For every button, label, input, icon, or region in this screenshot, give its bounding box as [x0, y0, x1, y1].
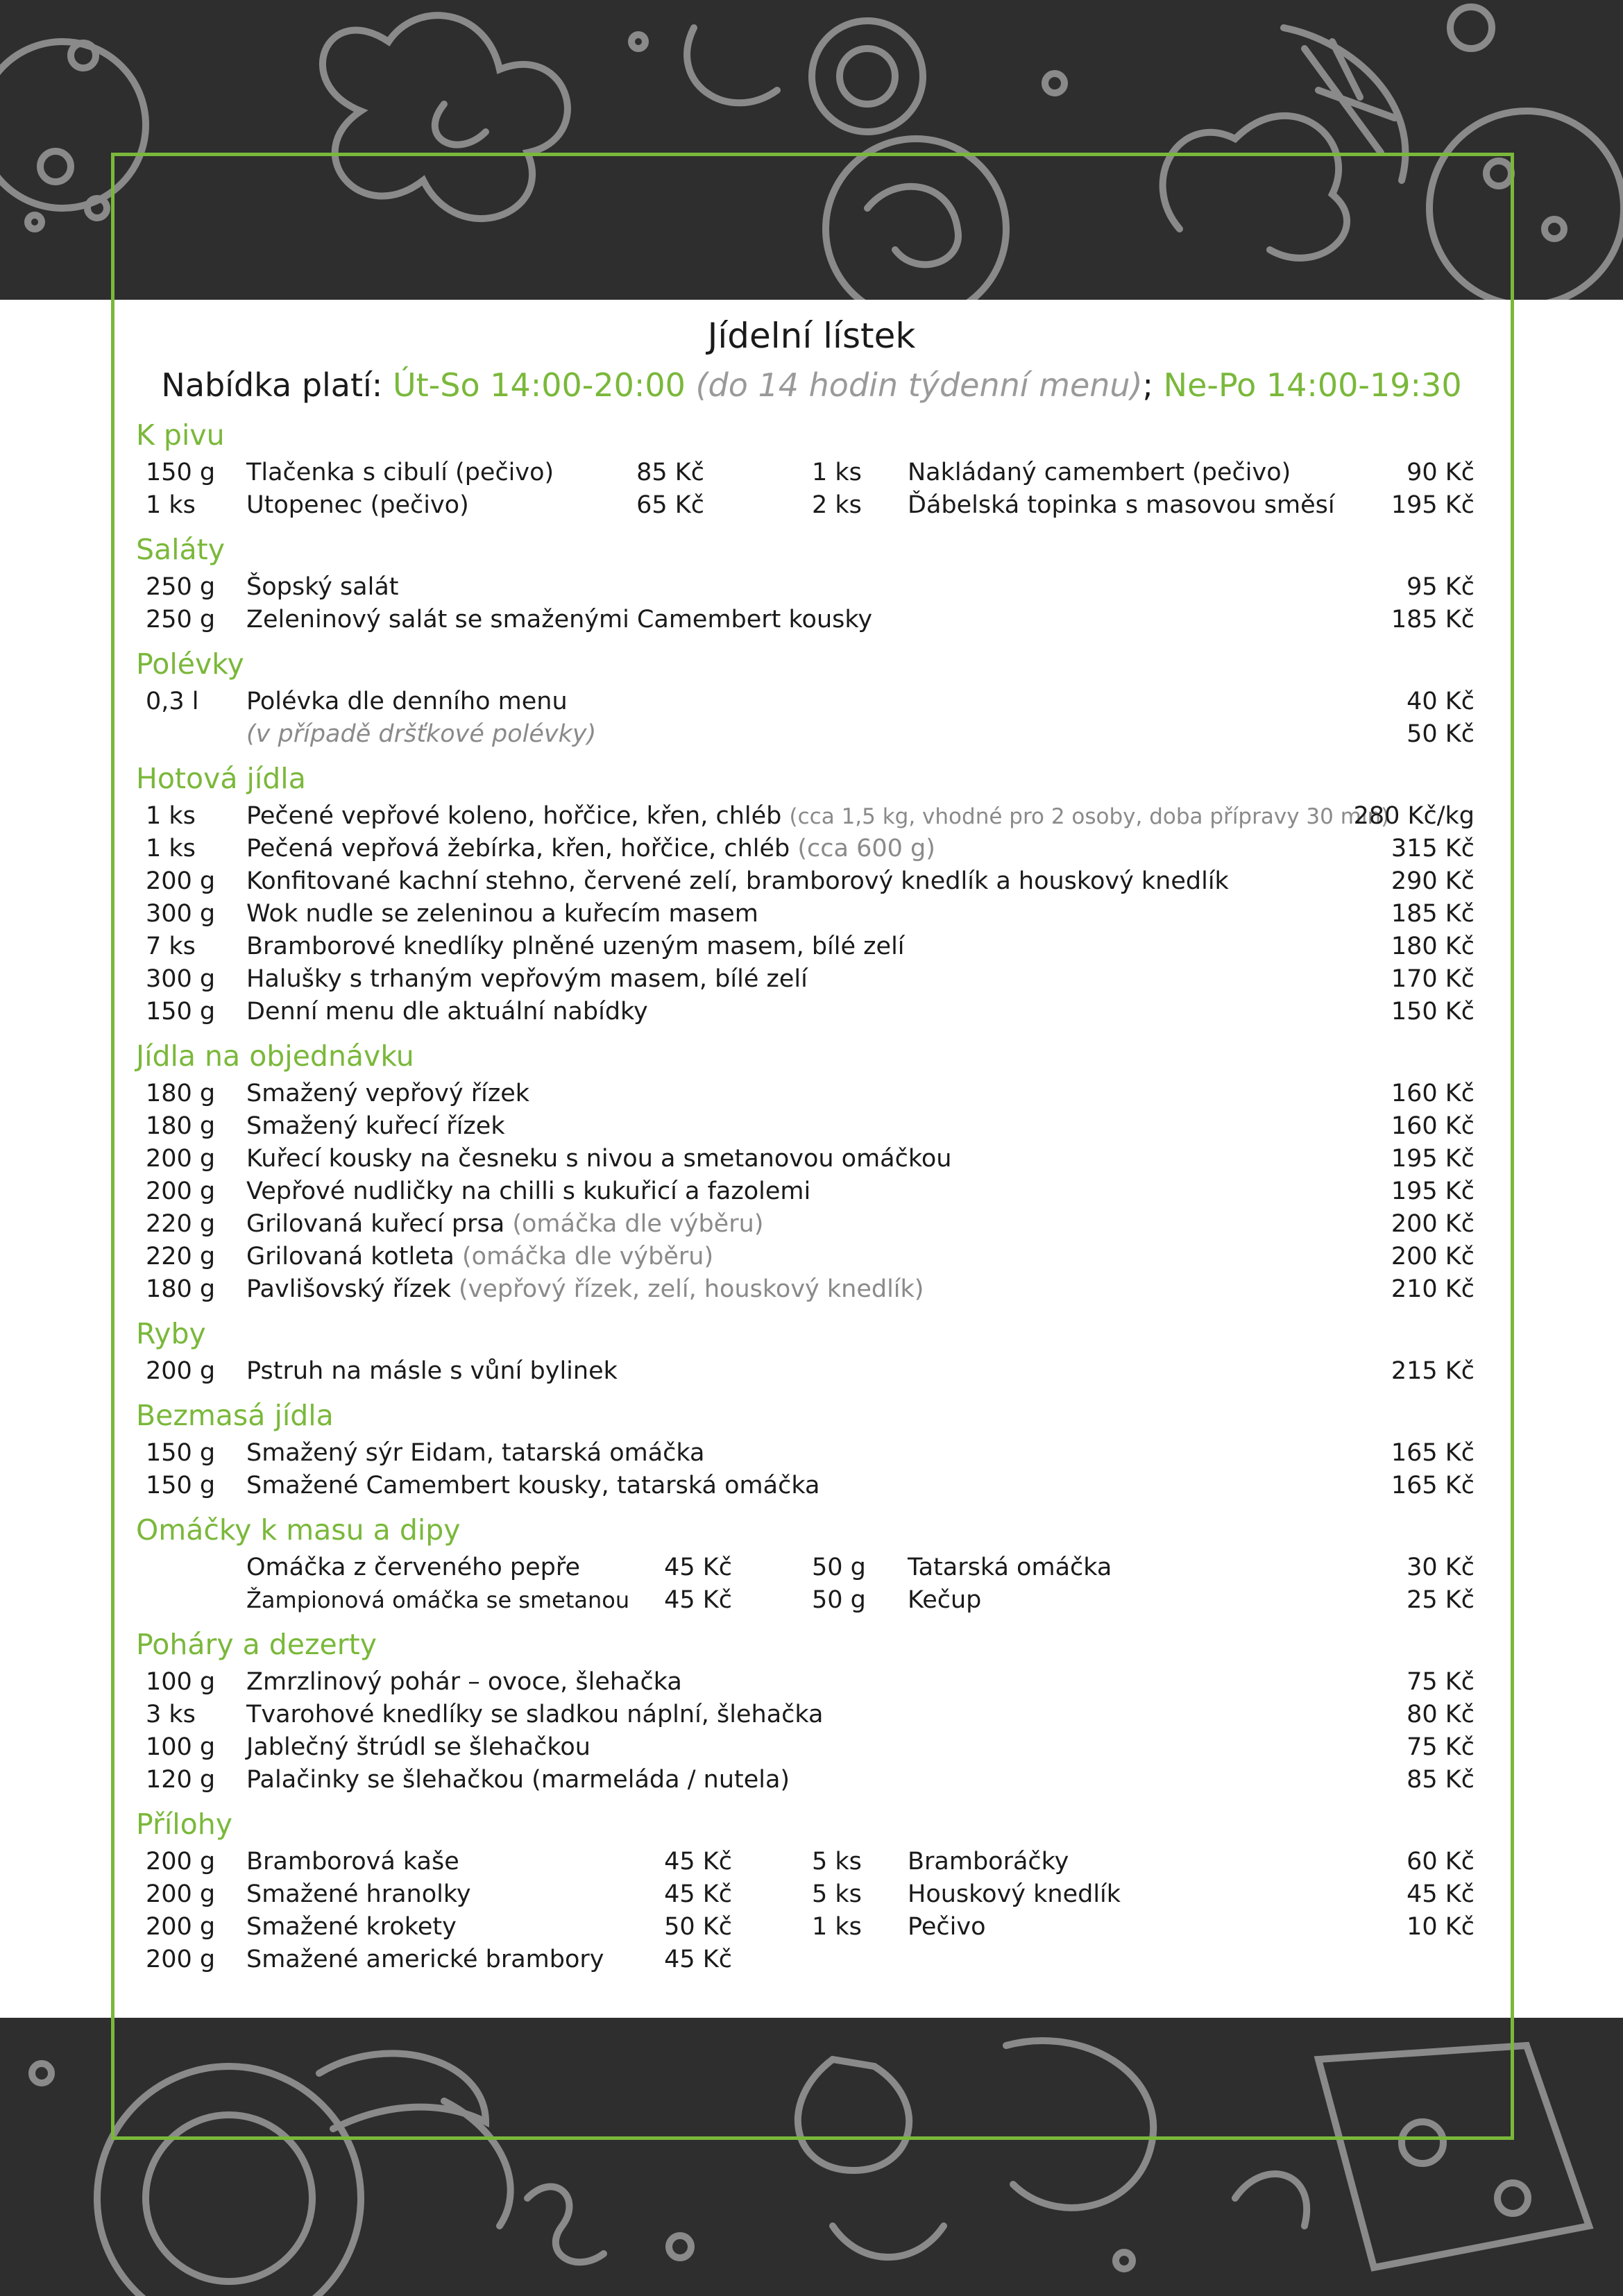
item-name-with-note [246, 1241, 713, 1273]
item-name: Tlačenka s cibulí (pečivo) [246, 459, 554, 486]
menu-row [0, 457, 1623, 488]
item-name-right: Kečup [908, 1586, 982, 1614]
section-title-omacky: Omáčky k masu a dipy [136, 1513, 461, 1547]
item-name: Denní menu dle aktuální nabídky [246, 998, 648, 1026]
item-name-right: Ďábelská topinka s masovou směsí [908, 491, 1335, 519]
item-price: 215 Kč [1391, 1357, 1475, 1385]
section-title-k-pivu: K pivu [136, 418, 225, 452]
item-price: 45 Kč [664, 1946, 732, 1973]
menu-row [0, 1273, 1623, 1305]
item-name: Jablečný štrúdl se šlehačkou [246, 1733, 590, 1761]
item-name: Grilovaná kotleta [246, 1243, 454, 1270]
separator: ; [1142, 366, 1154, 404]
item-name: Kuřecí kousky na česneku s nivou a smetanovou omáčkou [246, 1145, 952, 1173]
item-price-right: 90 Kč [1407, 459, 1475, 486]
item-price: 45 Kč [664, 1586, 732, 1614]
menu-row [0, 1764, 1623, 1796]
item-weight: 200 g [146, 1946, 216, 1973]
item-name: Šopský salát [246, 573, 399, 601]
item-price: 45 Kč [664, 1880, 732, 1908]
item-weight: 150 g [146, 1472, 216, 1499]
item-weight: 1 ks [146, 491, 196, 519]
food-doodle-pattern-bottom [0, 2018, 1623, 2296]
item-weight: 200 g [146, 1357, 216, 1385]
item-price: 185 Kč [1391, 900, 1475, 928]
item-name: Utopenec (pečivo) [246, 491, 469, 519]
item-name-with-note [246, 833, 935, 865]
weekday-days: Út-So [392, 366, 480, 404]
item-price: 85 Kč [636, 459, 704, 486]
item-price: 50 Kč [664, 1913, 732, 1941]
item-price: 195 Kč [1391, 1145, 1475, 1173]
menu-row [0, 1241, 1623, 1273]
item-note: (omáčka dle výběru) [462, 1243, 714, 1270]
item-price: 150 Kč [1391, 998, 1475, 1026]
item-name: Pavlišovský řízek [246, 1275, 451, 1303]
item-weight: 150 g [146, 1439, 216, 1467]
item-name-with-note [246, 1208, 763, 1240]
item-name: Zmrzlinový pohár – ovoce, šlehačka [246, 1668, 682, 1696]
item-weight-right: 2 ks [812, 491, 862, 519]
menu-row [0, 1731, 1623, 1763]
item-name: Bramborové knedlíky plněné uzeným masem, bílé zelí [246, 933, 905, 960]
item-price: 165 Kč [1391, 1472, 1475, 1499]
item-weight: 1 ks [146, 802, 196, 830]
menu-row [0, 930, 1623, 962]
item-price: 50 Kč [1407, 720, 1475, 748]
item-price-right: 60 Kč [1407, 1848, 1475, 1876]
menu-row [0, 1208, 1623, 1240]
menu-row [0, 865, 1623, 897]
item-price: 75 Kč [1407, 1733, 1475, 1761]
item-note: (cca 600 g) [797, 835, 935, 862]
section-title-prilohy: Přílohy [136, 1808, 232, 1841]
menu-row [0, 1584, 1623, 1616]
item-name: Pečená vepřová žebírka, křen, hořčice, chléb [246, 835, 790, 862]
item-name-right: Bramboráčky [908, 1848, 1069, 1876]
item-weight: 200 g [146, 867, 216, 895]
item-price: 180 Kč [1391, 933, 1475, 960]
item-weight: 200 g [146, 1848, 216, 1876]
item-weight: 300 g [146, 900, 216, 928]
item-name: Polévka dle denního menu [246, 688, 568, 715]
item-name: (v případě dršťkové polévky) [246, 720, 597, 748]
section-title-hotova-jidla: Hotová jídla [136, 762, 306, 795]
item-price-right: 30 Kč [1407, 1554, 1475, 1581]
item-weight: 200 g [146, 1145, 216, 1173]
section-title-bezmasa-jidla: Bezmasá jídla [136, 1399, 334, 1432]
menu-row [0, 489, 1623, 521]
item-price: 165 Kč [1391, 1439, 1475, 1467]
item-note: (omáčka dle výběru) [512, 1210, 764, 1238]
item-price-right: 10 Kč [1407, 1913, 1475, 1941]
item-note: (cca 1,5 kg, vhodné pro 2 osoby, doba přípravy 30 min) [789, 804, 1390, 829]
item-name: Vepřové nudličky na chilli s kukuřicí a fazolemi [246, 1177, 811, 1205]
item-price: 75 Kč [1407, 1668, 1475, 1696]
item-name: Smažený vepřový řízek [246, 1080, 530, 1107]
menu-row [0, 1175, 1623, 1207]
item-weight: 250 g [146, 606, 216, 633]
item-weight-right: 1 ks [812, 459, 862, 486]
item-name: Palačinky se šlehačkou (marmeláda / nutela) [246, 1766, 790, 1794]
item-price: 200 Kč [1391, 1210, 1475, 1238]
item-name: Smažený kuřecí řízek [246, 1112, 505, 1140]
item-price: 200 Kč [1391, 1243, 1475, 1270]
item-weight: 3 ks [146, 1701, 196, 1728]
item-weight: 150 g [146, 459, 216, 486]
menu-row [0, 1470, 1623, 1502]
item-name: Pečené vepřové koleno, hořčice, křen, chléb [246, 802, 782, 830]
item-price-right: 25 Kč [1407, 1586, 1475, 1614]
item-weight: 180 g [146, 1080, 216, 1107]
item-weight-right: 5 ks [812, 1848, 862, 1876]
page-title: Jídelní lístek [707, 316, 916, 356]
item-weight-right: 1 ks [812, 1913, 862, 1941]
item-weight: 1 ks [146, 835, 196, 862]
menu-row [0, 833, 1623, 865]
item-name: Pstruh na másle s vůní bylinek [246, 1357, 618, 1385]
menu-row [0, 686, 1623, 717]
item-price: 85 Kč [1407, 1766, 1475, 1794]
item-price: 40 Kč [1407, 688, 1475, 715]
menu-row [0, 571, 1623, 603]
bottom-decoration-band [0, 2018, 1623, 2296]
item-name: Omáčka z červeného pepře [246, 1554, 581, 1581]
item-name: Grilovaná kuřecí prsa [246, 1210, 505, 1238]
item-weight: 220 g [146, 1243, 216, 1270]
item-weight: 250 g [146, 573, 216, 601]
item-price: 170 Kč [1391, 965, 1475, 993]
item-name: Žampionová omáčka se smetanou [246, 1587, 630, 1613]
item-weight: 220 g [146, 1210, 216, 1238]
menu-row [0, 1551, 1623, 1583]
menu-row [0, 898, 1623, 930]
item-name-right: Pečivo [908, 1913, 986, 1941]
item-price-right: 195 Kč [1391, 491, 1475, 519]
menu-row [0, 1110, 1623, 1142]
item-weight-right: 50 g [812, 1586, 866, 1614]
item-weight: 150 g [146, 998, 216, 1026]
item-weight: 0,3 l [146, 688, 199, 715]
item-name: Halušky s trhaným vepřovým masem, bílé zelí [246, 965, 808, 993]
item-price: 45 Kč [664, 1554, 732, 1581]
item-weight-right: 5 ks [812, 1880, 862, 1908]
menu-row [0, 1911, 1623, 1943]
weekday-note: (do 14 hodin týdenní menu) [695, 366, 1143, 404]
item-price-right: 45 Kč [1407, 1880, 1475, 1908]
item-name: Konfitované kachní stehno, červené zelí, bramborový knedlík a houskový knedlík [246, 867, 1229, 895]
menu-row [0, 1944, 1623, 1975]
menu-row [0, 1143, 1623, 1175]
item-price: 185 Kč [1391, 606, 1475, 633]
item-price: 160 Kč [1391, 1112, 1475, 1140]
validity-label: Nabídka platí: [161, 366, 383, 404]
item-name: Smažené hranolky [246, 1880, 471, 1908]
item-weight: 200 g [146, 1880, 216, 1908]
item-price: 280 Kč/kg [1353, 802, 1475, 830]
item-weight: 120 g [146, 1766, 216, 1794]
item-weight: 100 g [146, 1668, 216, 1696]
item-weight: 200 g [146, 1913, 216, 1941]
item-price: 95 Kč [1407, 573, 1475, 601]
section-title-salaty: Saláty [136, 533, 226, 566]
food-doodle-pattern-top [0, 0, 1623, 300]
menu-row [0, 963, 1623, 995]
item-name: Tvarohové knedlíky se sladkou náplní, šlehačka [246, 1701, 824, 1728]
item-name-right: Tatarská omáčka [908, 1554, 1112, 1581]
weekday-hours: 14:00-20:00 [490, 366, 686, 404]
item-weight: 180 g [146, 1112, 216, 1140]
item-price: 195 Kč [1391, 1177, 1475, 1205]
item-weight: 7 ks [146, 933, 196, 960]
item-name: Wok nudle se zeleninou a kuřecím masem [246, 900, 758, 928]
item-price: 290 Kč [1391, 867, 1475, 895]
item-weight: 300 g [146, 965, 216, 993]
item-price: 65 Kč [636, 491, 704, 519]
item-price: 80 Kč [1407, 1701, 1475, 1728]
section-title-ryby: Ryby [136, 1317, 206, 1350]
item-note: (vepřový řízek, zelí, houskový knedlík) [459, 1275, 924, 1303]
section-title-jidla-na-objednavku: Jídla na objednávku [136, 1039, 414, 1073]
section-title-polevky: Polévky [136, 647, 244, 681]
menu-row [0, 718, 1623, 750]
item-weight-right: 50 g [812, 1554, 866, 1581]
item-weight: 200 g [146, 1177, 216, 1205]
item-name: Bramborová kaše [246, 1848, 459, 1876]
section-title-pohary-dezerty: Poháry a dezerty [136, 1628, 377, 1661]
menu-row [0, 604, 1623, 636]
menu-row [0, 1846, 1623, 1878]
item-name-right: Nakládaný camembert (pečivo) [908, 459, 1291, 486]
item-weight: 180 g [146, 1275, 216, 1303]
top-decoration-band [0, 0, 1623, 300]
weekend-hours: 14:00-19:30 [1266, 366, 1462, 404]
item-name: Smažené krokety [246, 1913, 457, 1941]
menu-row [0, 1437, 1623, 1469]
validity-line [0, 366, 1623, 404]
item-name-with-note [246, 1273, 924, 1305]
item-name: Smažený sýr Eidam, tatarská omáčka [246, 1439, 705, 1467]
item-name: Smažené Camembert kousky, tatarská omáčka [246, 1472, 820, 1499]
item-name: Zeleninový salát se smaženými Camembert kousky [246, 606, 873, 633]
item-price: 45 Kč [664, 1848, 732, 1876]
item-weight: 100 g [146, 1733, 216, 1761]
menu-row [0, 1699, 1623, 1730]
menu-row [0, 996, 1623, 1028]
menu-row [0, 1878, 1623, 1910]
menu-row [0, 1355, 1623, 1387]
menu-row [0, 1666, 1623, 1698]
menu-row [0, 800, 1623, 832]
item-price: 315 Kč [1391, 835, 1475, 862]
item-name-right: Houskový knedlík [908, 1880, 1121, 1908]
item-name-with-note [246, 800, 1389, 833]
item-price: 210 Kč [1391, 1275, 1475, 1303]
item-name: Smažené americké brambory [246, 1946, 604, 1973]
item-price: 160 Kč [1391, 1080, 1475, 1107]
weekend-days: Ne-Po [1163, 366, 1257, 404]
menu-row [0, 1078, 1623, 1109]
